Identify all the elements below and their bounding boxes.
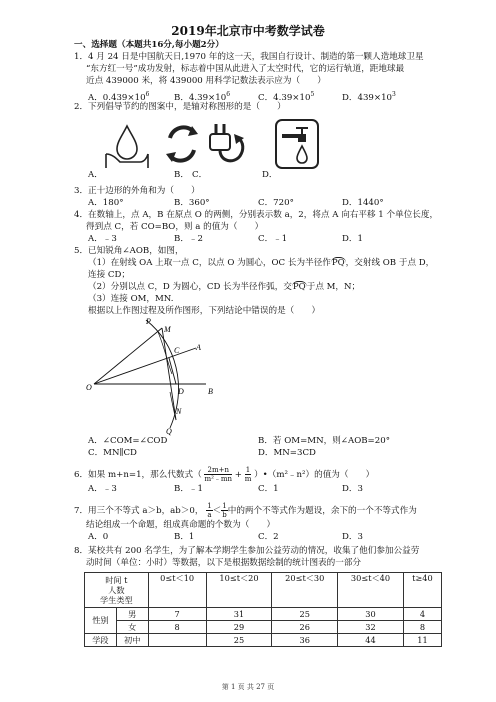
label-b: B [208,387,213,396]
segment-mn [162,328,176,420]
q6-option-a[interactable]: A．﹣3 [88,484,117,494]
table-header-row [85,573,442,608]
section-heading: 一、选择题（本题共16分,每小题2分） [74,40,224,50]
table-cell: 29 [206,621,272,634]
q8-line1: 8．某校共有 200 名学生，为了解本学期学生参加公益劳动的情况，收集了他们参加公益劳 [74,546,420,556]
arc-from-d [158,332,172,374]
q7-option-b[interactable]: B．1 [174,532,195,542]
q7-fraction-1: $\frac{1}{a}$ [207,502,212,519]
page-title: 2019年北京市中考数学试卷 [171,24,325,38]
q6-option-b[interactable]: B．﹣1 [174,484,203,494]
q4-option-c[interactable]: C．﹣1 [258,234,288,244]
q6-option-c[interactable]: C．1 [258,484,279,494]
q1-option-d[interactable]: D．$439\times 10^3$ [342,91,396,103]
table-cell: 4 [403,608,441,621]
arc-pq-symbol: PQ [331,258,345,268]
table-header: 30≤t＜40 [338,573,404,608]
table-corner-cell: 时间 t 人数 学生类型 [85,573,149,608]
q5-option-d[interactable]: D．MN=3CD [258,448,316,458]
q5-option-b[interactable]: B．若 OM=MN，则∠AOB=20° [258,436,390,446]
table-cell: 8 [403,621,441,634]
table-header: t≥40 [403,573,441,608]
table-row [85,634,442,647]
q1-option-b[interactable]: B．$4.39\times 10^6$ [174,91,231,103]
table-sub-cell: 女 [116,621,148,634]
q3-option-d[interactable]: D．1440° [342,198,384,208]
q3-option-a[interactable]: A．180° [88,198,124,208]
q1-line1: 1．4 月 24 日是中国航天日,1970 年的这一天，我国自行设计、制造的第一颗人造地球卫星 [74,52,424,62]
label-a: A [196,343,201,352]
table-header: 0≤t＜10 [148,573,206,608]
table-sub-cell: 初中 [116,634,148,647]
label-n: N [176,407,182,416]
q1-line2: “东方红一号”成功发射，标志着中国从此进入了太空时代，它的运行轨道，距地球最 [86,64,405,74]
table-cell: 31 [206,608,272,621]
q1-option-a[interactable]: A．$0.439\times 10^6$ [88,91,150,103]
table-cell: 25 [206,634,272,647]
q1-option-c[interactable]: C．$4.39\times 10^5$ [258,91,315,103]
q6-fraction-2: $\frac{1}{m}$ [244,466,252,483]
table-header: 20≤t＜30 [272,573,338,608]
q3-stem: 3．正十边形的外角和为（ ） [74,186,200,196]
label-c: C [174,346,180,355]
q8-line2: 动时间（单位：小时）等数据，以下是根据数据绘制的统计图表的一部分 [86,558,362,568]
q4-line2: 得到点 C，若 CO=BO，则 a 的值为（ ） [86,222,264,232]
angle-construction-figure [84,316,234,436]
table-group-cell: 学段 [85,634,117,647]
table-sub-cell: 男 [116,608,148,621]
segment-om [94,328,162,384]
q2-option-d[interactable]: D． [262,170,278,180]
q5-step2: （2）分别以点 C，D 为圆心，CD 长为半径作弧，交PQ于点 M，N； [88,282,361,292]
q7-stem: 7．用三个不等式 a＞b，ab＞0， $\frac{1}{a}$ ＜ $\frac{1}{b}$ 中的两个不等式作为题设，余下的一个不等式作为 [74,502,417,519]
q7-option-c[interactable]: C．2 [258,532,279,542]
page-footer: 第 1 页 共 27 页 [221,683,275,691]
table-cell: 26 [272,621,338,634]
q5-step1: （1）在射线 OA 上取一点 C，以点 O 为圆心，OC 长为半径作PQ，交射线 OB 于点 D， [88,258,435,268]
label-m: M [164,325,171,334]
table-cell: 30 [338,608,404,621]
table-header: 10≤t＜20 [206,573,272,608]
q2-option-a[interactable]: A． [88,170,103,180]
q5-step3: （3）连接 OM，MN. [88,294,174,304]
table-group-cell: 性别 [85,608,117,634]
q2-option-c[interactable]: C． [192,170,208,180]
q7-fraction-2: $\frac{1}{b}$ [222,502,227,519]
power-plug-icon [200,116,254,172]
q4-option-a[interactable]: A．﹣3 [88,234,117,244]
faucet-water-icon [272,116,322,172]
q1-line3: 近点 439000 米，将 439000 用科学记数法表示应为（ ） [86,76,326,86]
q2-stem: 2．下列倡导节约的图案中，是轴对称图形的是（ ） [74,102,286,112]
label-d: D [178,387,184,396]
q7-option-a[interactable]: A．0 [88,532,109,542]
label-o: O [86,383,92,392]
q7-line2: 结论组成一个命题，组成真命题的个数为（ ） [86,520,276,530]
q5-question: 根据以上作图过程及所作图形，下列结论中错误的是（ ） [88,306,321,316]
table-cell: 7 [148,608,206,621]
q4-option-b[interactable]: B．﹣2 [174,234,203,244]
q3-option-c[interactable]: C．720° [258,198,294,208]
q5-option-a[interactable]: A．∠COM=∠COD [88,436,168,446]
table-row [85,608,442,621]
table-cell [148,634,206,647]
table-cell: 11 [403,634,441,647]
q5-step1-cont: 连接 CD； [88,270,130,280]
labor-hours-table [84,572,442,647]
recycle-arrows-icon [162,118,202,170]
label-q: Q [166,427,172,436]
q6-option-d[interactable]: D．3 [342,484,363,494]
q4-option-d[interactable]: D．1 [342,234,363,244]
q6-stem: 6．如果 m+n=1，那么代数式（ $\frac{2m+n}{\text{m²﹣mn}}$ + $\frac{1}{m}$ ）•（m²﹣n²）的值为（ ） [74,466,375,483]
droplet-hand-icon [100,120,154,172]
table-cell: 25 [272,608,338,621]
table-cell: 8 [148,621,206,634]
q4-line1: 4．在数轴上，点 A，B 在原点 O 的两侧，分别表示数 a，2，将点 A 向右平移 1 个单位长度， [74,210,439,220]
q5-stem: 5．已知锐角∠AOB，如图， [74,246,184,256]
label-p: P [146,317,151,326]
q5-option-c[interactable]: C．MN∥CD [88,448,137,458]
q2-option-b[interactable]: B． [174,170,189,180]
arc-pq-symbol: PQ [292,282,306,292]
ray-oa [94,348,196,384]
q3-option-b[interactable]: B．360° [174,198,210,208]
q7-option-d[interactable]: D．3 [342,532,363,542]
q6-fraction-1: $\frac{2m+n}{\text{m²﹣mn}}$ [204,466,233,483]
table-cell: 32 [338,621,404,634]
table-cell: 44 [338,634,404,647]
table-cell: 36 [272,634,338,647]
table-row [85,621,442,634]
